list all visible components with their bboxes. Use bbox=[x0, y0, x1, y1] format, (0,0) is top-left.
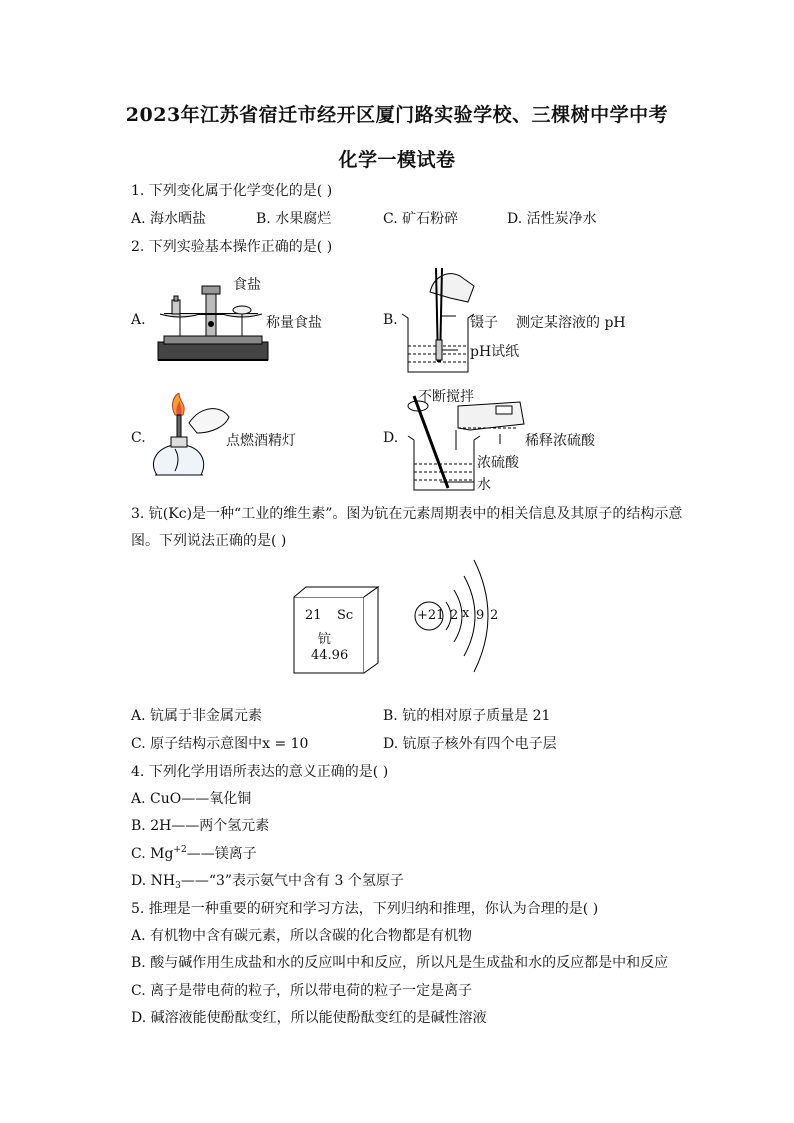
q2-option-a-letter: A. bbox=[131, 312, 146, 328]
q2-option-d-letter: D. bbox=[383, 430, 399, 446]
q2-option-c-letter: C. bbox=[131, 430, 146, 446]
q3-stem-line2: 图。下列说法正确的是( ) bbox=[131, 533, 287, 549]
q1-option-a: A. 海水晒盐 bbox=[131, 211, 207, 227]
q4-option-d bbox=[131, 870, 404, 891]
atom-shell-4: 2 bbox=[490, 608, 499, 623]
q1-option-c: C. 矿石粉碎 bbox=[383, 211, 459, 227]
q4-option-c-meaning: ——镁离子 bbox=[186, 846, 257, 862]
element-atomic-number: 21 bbox=[305, 608, 322, 623]
q4-option-d-subscript: 3 bbox=[175, 881, 181, 891]
q2-d-acid-label: 浓硫酸 bbox=[477, 455, 519, 471]
q1-option-b: B. 水果腐烂 bbox=[256, 211, 332, 227]
element-name: 钪 bbox=[318, 632, 332, 647]
q3-stem-line1: 3. 钪(Kc)是一种“工业的维生素”。图为钪在元素周期表中的相关信息及其原子的结构示意 bbox=[131, 506, 683, 522]
q2-d-caption: 稀释浓硫酸 bbox=[525, 433, 595, 449]
q5-option-b: B. 酸与碱作用生成盐和水的反应叫中和反应，所以凡是生成盐和水的反应都是中和反应 bbox=[131, 955, 669, 971]
q5-stem: 5. 推理是一种重要的研究和学习方法，下列归纳和推理，你认为合理的是( ) bbox=[131, 901, 599, 917]
atom-nucleus-charge: +21 bbox=[417, 608, 445, 623]
q1-stem: 1. 下列变化属于化学变化的是( ) bbox=[131, 183, 333, 199]
atom-shell-2: x bbox=[462, 606, 470, 621]
q2-d-water-label: 水 bbox=[477, 477, 491, 493]
alcohol-lamp-figure bbox=[145, 393, 235, 488]
q2-option-b-letter: B. bbox=[383, 312, 398, 328]
q1-option-d: D. 活性炭净水 bbox=[507, 211, 597, 227]
q4-option-c bbox=[131, 843, 257, 863]
q4-option-c-text: C. Mg bbox=[131, 846, 174, 862]
q4-option-d-text: D. NH bbox=[131, 873, 176, 889]
q2-c-caption: 点燃酒精灯 bbox=[226, 433, 296, 449]
exam-title-line1: 2023年江苏省宿迁市经开区厦门路实验学校、三棵树中学中考 bbox=[125, 104, 669, 126]
element-atomic-mass: 44.96 bbox=[311, 648, 349, 663]
q2-stem: 2. 下列实验基本操作正确的是( ) bbox=[131, 239, 333, 255]
q2-a-caption: 称量食盐 bbox=[266, 315, 322, 331]
q3-option-b: B. 钪的相对原子质量是 21 bbox=[383, 708, 551, 724]
q5-option-a: A. 有机物中含有碳元素，所以含碳的化合物都是有机物 bbox=[131, 928, 473, 944]
exam-title-line2: 化学一模试卷 bbox=[338, 149, 456, 171]
ph-test-figure bbox=[398, 262, 478, 382]
q5-option-c: C. 离子是带电荷的粒子，所以带电荷的粒子一定是离子 bbox=[131, 983, 473, 999]
q4-option-a: A. CuO——氧化铜 bbox=[131, 791, 252, 807]
atom-shell-1: 2 bbox=[450, 608, 459, 623]
q2-d-stir-label: 不断搅拌 bbox=[418, 389, 474, 405]
q5-option-d: D. 碱溶液能使酚酞变红，所以能使酚酞变红的是碱性溶液 bbox=[131, 1010, 487, 1026]
q2-b-caption: 测定某溶液的 pH bbox=[516, 315, 626, 331]
atom-shell-3: 9 bbox=[476, 608, 485, 623]
q2-a-salt-label: 食盐 bbox=[233, 277, 261, 293]
q3-option-a: A. 钪属于非金属元素 bbox=[131, 708, 263, 724]
q4-stem: 4. 下列化学用语所表达的意义正确的是( ) bbox=[131, 764, 389, 780]
q4-option-b: B. 2H——两个氢元素 bbox=[131, 818, 270, 834]
q2-b-tweezers-label: 镊子 bbox=[470, 315, 498, 331]
element-symbol: Sc bbox=[337, 608, 354, 623]
q3-option-c: C. 原子结构示意图中x = 10 bbox=[131, 736, 309, 752]
q4-option-d-meaning: ——“3”表示氨气中含有 3 个氢原子 bbox=[180, 873, 404, 889]
q4-option-c-charge: +2 bbox=[173, 845, 187, 855]
q3-option-d: D. 钪原子核外有四个电子层 bbox=[383, 736, 557, 752]
q2-b-ph-paper-label: pH试纸 bbox=[470, 344, 520, 360]
